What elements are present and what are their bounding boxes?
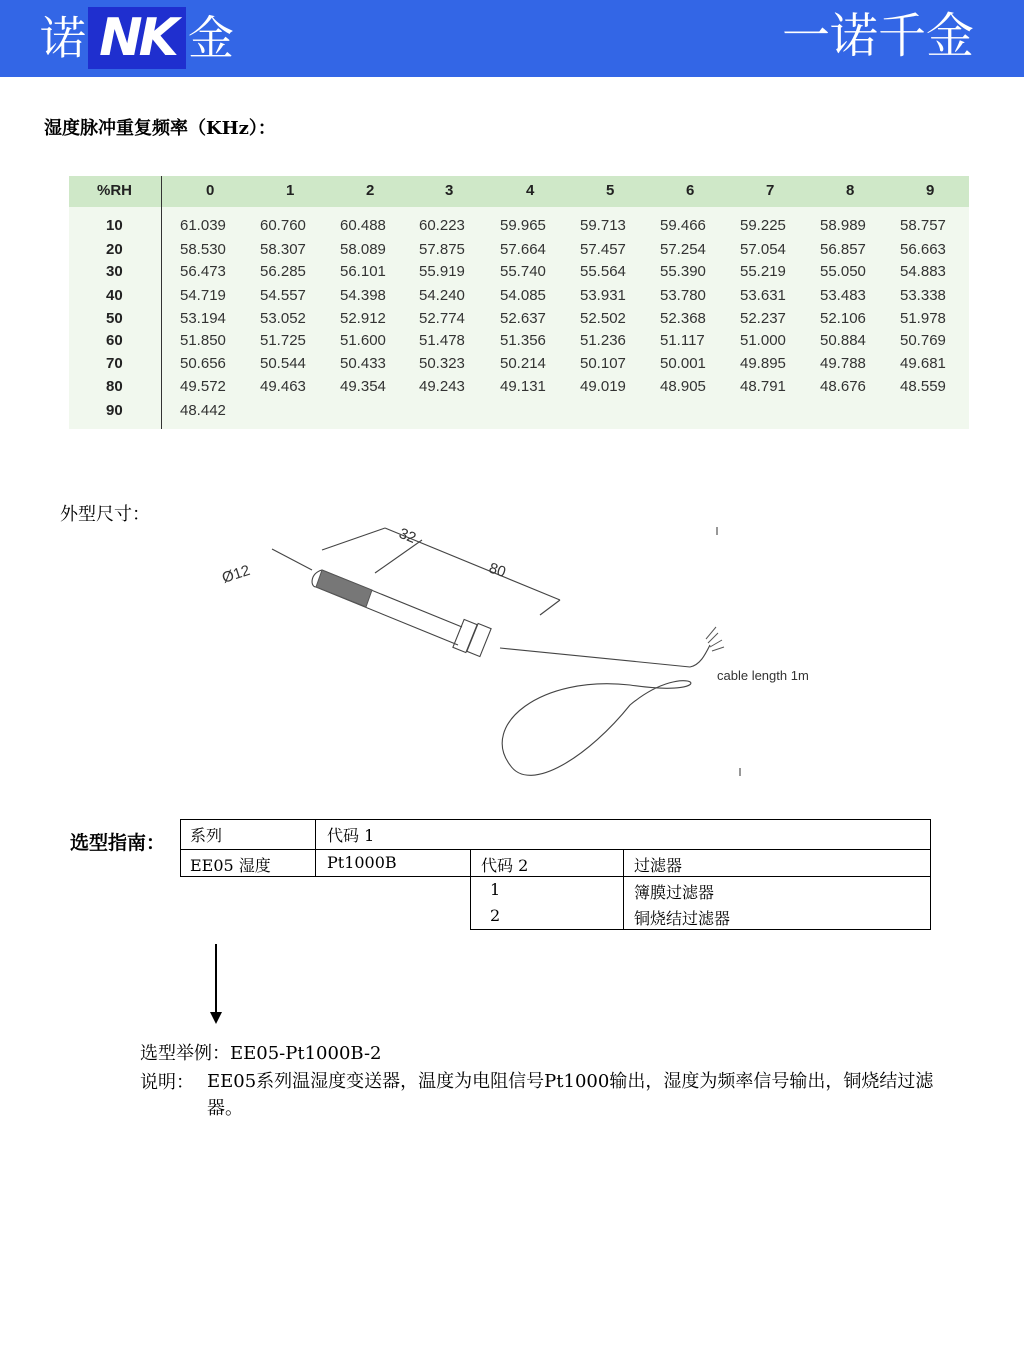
freq-header-col: 9	[926, 182, 935, 199]
freq-header-col: 1	[286, 182, 295, 199]
freq-cell: 51.356	[500, 332, 546, 349]
freq-cell: 50.001	[660, 355, 706, 372]
freq-cell: 59.466	[660, 217, 706, 234]
freq-row-rh: 30	[106, 263, 123, 280]
freq-cell: 50.433	[340, 355, 386, 372]
freq-cell: 48.905	[660, 378, 706, 395]
logo-text: NK	[99, 8, 175, 68]
cable-segment-1	[500, 648, 690, 667]
note-label: 说明：	[140, 1072, 194, 1093]
freq-cell: 54.883	[900, 263, 946, 280]
freq-cell: 56.473	[180, 263, 226, 280]
freq-table-header	[69, 176, 969, 207]
freq-cell: 49.354	[340, 378, 386, 395]
dimensions-heading: 外型尺寸：	[60, 504, 150, 525]
freq-cell: 51.117	[660, 332, 705, 349]
diameter-label: Ø12	[219, 561, 253, 587]
freq-cell: 52.237	[740, 310, 786, 327]
freq-cell: 55.219	[740, 263, 786, 280]
freq-cell: 50.544	[260, 355, 306, 372]
freq-cell: 49.131	[500, 378, 546, 395]
sel-border-col1	[315, 819, 316, 877]
freq-cell: 48.442	[180, 402, 226, 419]
sel-border-col2	[470, 849, 471, 930]
freq-table	[69, 176, 969, 429]
freq-header-col: 6	[686, 182, 695, 199]
sel-border-top	[180, 819, 931, 820]
freq-cell: 53.631	[740, 287, 786, 304]
freq-cell: 55.050	[820, 263, 866, 280]
freq-cell: 52.637	[500, 310, 546, 327]
freq-cell: 48.676	[820, 378, 866, 395]
freq-cell: 51.978	[900, 310, 946, 327]
freq-cell: 52.774	[419, 310, 465, 327]
sel-col-code1: 代码 1	[327, 826, 375, 845]
freq-cell: 54.398	[340, 287, 386, 304]
freq-table-divider	[161, 176, 162, 429]
brand-char-left: 诺	[40, 11, 86, 65]
selection-heading: 选型指南：	[70, 832, 166, 854]
freq-cell: 51.600	[340, 332, 386, 349]
freq-cell: 57.457	[580, 241, 626, 258]
dim-line-80-end	[540, 600, 560, 615]
freq-cell: 52.502	[580, 310, 626, 327]
freq-cell: 58.089	[340, 241, 386, 258]
freq-cell: 54.085	[500, 287, 546, 304]
freq-cell: 60.223	[419, 217, 465, 234]
sensor-drawing	[210, 515, 830, 800]
freq-cell: 57.254	[660, 241, 706, 258]
freq-cell: 58.757	[900, 217, 946, 234]
sel-col-filter: 过滤器	[634, 856, 683, 875]
freq-cell: 59.965	[500, 217, 546, 234]
freq-cell: 57.664	[500, 241, 546, 258]
freq-cell: 53.052	[260, 310, 306, 327]
freq-cell: 50.323	[419, 355, 465, 372]
sel-series-value: EE05 湿度	[190, 856, 271, 875]
cable-loop	[502, 681, 691, 776]
freq-cell: 49.788	[820, 355, 866, 372]
freq-cell: 49.895	[740, 355, 786, 372]
freq-cell: 58.307	[260, 241, 306, 258]
brand-logo	[40, 6, 234, 70]
down-arrow-shaft	[215, 944, 217, 1014]
freq-cell: 59.713	[580, 217, 626, 234]
selection-example: 选型举例：EE05-Pt1000B-2	[140, 1043, 382, 1064]
sel-option-code-1: 1	[490, 880, 501, 899]
freq-cell: 53.483	[820, 287, 866, 304]
freq-cell: 49.681	[900, 355, 946, 372]
freq-cell: 51.850	[180, 332, 226, 349]
freq-row-rh: 90	[106, 402, 123, 419]
freq-header-col: 2	[366, 182, 375, 199]
freq-cell: 60.488	[340, 217, 386, 234]
nk-logo-icon	[88, 7, 186, 69]
freq-cell: 50.884	[820, 332, 866, 349]
freq-row-rh: 50	[106, 310, 123, 327]
freq-cell: 53.931	[580, 287, 626, 304]
freq-cell: 48.791	[740, 378, 786, 395]
dim-line-diameter	[272, 549, 312, 570]
freq-cell: 50.769	[900, 332, 946, 349]
freq-cell: 54.719	[180, 287, 226, 304]
freq-row-rh: 10	[106, 217, 123, 234]
freq-cell: 51.000	[740, 332, 786, 349]
sel-border-left	[180, 819, 181, 877]
sel-border-col3	[623, 849, 624, 930]
freq-cell: 56.101	[340, 263, 386, 280]
freq-cell: 58.989	[820, 217, 866, 234]
length-b-label: 80	[486, 559, 508, 581]
freq-cell: 52.368	[660, 310, 706, 327]
cable-length-label: cable length 1m	[717, 668, 809, 683]
filter-cap	[316, 570, 372, 607]
freq-cell: 56.285	[260, 263, 306, 280]
freq-cell: 50.214	[500, 355, 546, 372]
freq-cell: 51.236	[580, 332, 626, 349]
freq-header-col: 7	[766, 182, 775, 199]
freq-header-col: 0	[206, 182, 215, 199]
freq-cell: 48.559	[900, 378, 946, 395]
brand-char-right: 金	[188, 11, 234, 65]
freq-cell: 55.919	[419, 263, 465, 280]
freq-cell: 57.875	[419, 241, 465, 258]
freq-cell: 58.530	[180, 241, 226, 258]
freq-cell: 49.463	[260, 378, 306, 395]
sel-option-code-2: 2	[490, 906, 501, 925]
freq-heading: 湿度脉冲重复频率（KHz）：	[44, 118, 276, 139]
freq-header-col: 5	[606, 182, 615, 199]
freq-cell: 53.194	[180, 310, 226, 327]
freq-cell: 53.780	[660, 287, 706, 304]
freq-row-rh: 80	[106, 378, 123, 395]
sel-border-mid	[180, 849, 931, 850]
freq-cell: 54.240	[419, 287, 465, 304]
freq-cell: 50.107	[580, 355, 626, 372]
freq-cell: 50.656	[180, 355, 226, 372]
note-text: EE05系列温湿度变送器，温度为电阻信号Pt1000输出，湿度为频率信号输出，铜烧结过滤器。	[207, 1071, 934, 1119]
freq-cell: 54.557	[260, 287, 306, 304]
freq-cell: 55.390	[660, 263, 706, 280]
freq-header-col: 3	[445, 182, 454, 199]
sel-col-code2: 代码 2	[481, 856, 529, 875]
sel-option-filter-2: 铜烧结过滤器	[634, 909, 731, 928]
sel-border-right	[930, 819, 931, 930]
freq-row-rh: 40	[106, 287, 123, 304]
freq-cell: 55.740	[500, 263, 546, 280]
header-banner	[0, 0, 1024, 77]
freq-cell: 52.106	[820, 310, 866, 327]
cable-end	[690, 645, 710, 667]
freq-cell: 49.019	[580, 378, 626, 395]
slogan: 一诺千金	[781, 8, 974, 64]
freq-cell: 55.564	[580, 263, 626, 280]
sel-border-row2	[180, 876, 931, 877]
freq-cell: 57.054	[740, 241, 786, 258]
freq-cell: 52.912	[340, 310, 386, 327]
freq-cell: 51.725	[260, 332, 306, 349]
sel-option-filter-1: 簿膜过滤器	[634, 883, 715, 902]
sel-code1-value: Pt1000B	[327, 853, 397, 872]
freq-cell: 56.857	[820, 241, 866, 258]
dim-line-32b	[375, 540, 422, 573]
freq-header-col: 4	[526, 182, 535, 199]
freq-cell: 61.039	[180, 217, 226, 234]
freq-cell: 53.338	[900, 287, 946, 304]
freq-cell: 56.663	[900, 241, 946, 258]
freq-row-rh: 20	[106, 241, 123, 258]
freq-cell: 49.243	[419, 378, 465, 395]
length-a-label: 32	[396, 524, 419, 547]
sel-col-series: 系列	[190, 826, 223, 845]
freq-row-rh: 70	[106, 355, 123, 372]
freq-row-rh: 60	[106, 332, 123, 349]
freq-header-rh: %RH	[97, 182, 133, 199]
freq-cell: 51.478	[419, 332, 465, 349]
dim-line-32a	[322, 528, 385, 550]
freq-cell: 59.225	[740, 217, 786, 234]
freq-cell: 49.572	[180, 378, 226, 395]
down-arrow-icon	[210, 1012, 222, 1024]
freq-header-col: 8	[846, 182, 855, 199]
freq-cell: 60.760	[260, 217, 306, 234]
sel-border-bottom	[470, 929, 931, 930]
